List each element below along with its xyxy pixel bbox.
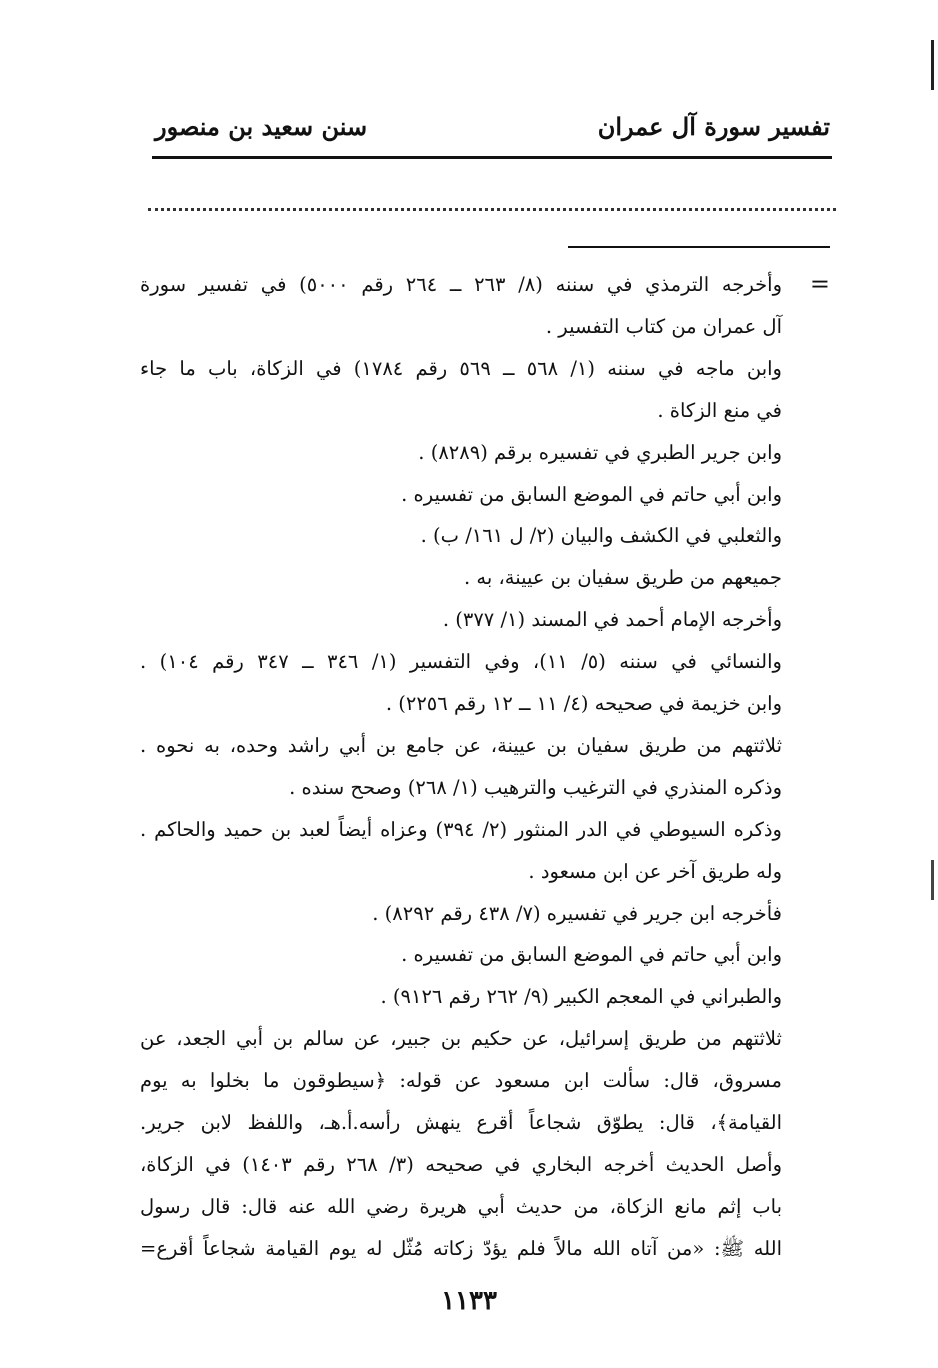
footnote-line: جميعهم من طريق سفيان بن عيينة، به . bbox=[464, 566, 782, 590]
footnote-line: آل عمران من كتاب التفسير . bbox=[545, 314, 782, 338]
footnote-line: والنسائي في سننه (٥/ ١١)، وفي التفسير (١/ ٣٤٦ ــ ٣٤٧ رقم ١٠٤) . bbox=[140, 650, 782, 674]
footnote-line: القيامة﴾، قال: يطوّق شجاعاً أقرع ينهش رأسه.أ.هـ، واللفظ لابن جرير. bbox=[140, 1111, 782, 1134]
footnote-line: وله طريق آخر عن ابن مسعود . bbox=[528, 859, 782, 883]
footnote-line: وابن أبي حاتم في الموضع السابق من تفسيره . bbox=[401, 943, 782, 967]
footnote-line: وابن خزيمة في صحيحه (٤/ ١١ ــ ١٢ رقم ٢٢٥٦) . bbox=[385, 692, 782, 715]
footnote-rule bbox=[568, 246, 830, 248]
footnote-line: وأخرجه الإمام أحمد في المسند (١/ ٣٧٧) . bbox=[442, 608, 782, 632]
header-rule bbox=[152, 156, 832, 159]
footnote-line: وابن أبي حاتم في الموضع السابق من تفسيره . bbox=[401, 482, 782, 506]
footnote-line: وابن ماجه في سننه (١/ ٥٦٨ ــ ٥٦٩ رقم ١٧٨٤) في الزكاة، باب ما جاء bbox=[140, 356, 782, 380]
continuation-mark: = bbox=[809, 270, 830, 298]
footnote-line: في منع الزكاة . bbox=[657, 398, 782, 422]
scan-edge-mark bbox=[931, 860, 934, 900]
footnote-line: والثعلبي في الكشف والبيان (٢/ ل ١٦١/ ب) . bbox=[420, 524, 782, 548]
footnote-line: وأخرجه الترمذي في سننه (٨/ ٢٦٣ ــ ٢٦٤ رقم ٥٠٠٠) في تفسير سورة bbox=[140, 273, 782, 296]
running-header-book: سنن سعيد بن منصور bbox=[155, 112, 368, 141]
footnote-line: وابن جرير الطبري في تفسيره برقم (٨٢٨٩) . bbox=[418, 440, 782, 464]
footnote-line: الله ﷺ: «من آتاه الله مالاً فلم يؤدّ زكاته مُثّل له يوم القيامة شجاعاً أقرع= bbox=[140, 1236, 782, 1260]
footnote-line: والطبراني في المعجم الكبير (٩/ ٢٦٢ رقم ٩١٢٦) . bbox=[380, 985, 782, 1009]
footnote-line: ثلاثتهم من طريق إسرائيل، عن حكيم بن جبير، عن سالم بن أبي الجعد، عن bbox=[140, 1027, 782, 1051]
page-number: ١١٣٣ bbox=[441, 1286, 497, 1316]
footnote-line: ثلاثتهم من طريق سفيان بن عيينة، عن جامع بن أبي راشد وحده، به نحوه . bbox=[140, 733, 782, 757]
footnote-line: فأخرجه ابن جرير في تفسيره (٧/ ٤٣٨ رقم ٨٢٩٢) . bbox=[372, 901, 782, 925]
footnote-line: مسروق، قال: سألت ابن مسعود عن قوله: ﴿سيطوقون ما بخلوا به يوم bbox=[140, 1069, 782, 1093]
footnote-line: وأصل الحديث أخرجه البخاري في صحيحه (٣/ ٢٦٨ رقم ١٤٠٣) في الزكاة، bbox=[140, 1152, 782, 1176]
scan-edge-mark bbox=[931, 40, 934, 90]
footnote-line: وذكره السيوطي في الدر المنثور (٢/ ٣٩٤) وعزاه أيضاً لعبد بن حميد والحاكم . bbox=[140, 817, 782, 841]
dotted-separator bbox=[148, 208, 836, 211]
running-header-chapter: تفسير سورة آل عمران bbox=[597, 112, 830, 141]
footnote-line: وذكره المنذري في الترغيب والترهيب (١/ ٢٦٨) وصحح سنده . bbox=[289, 775, 782, 799]
footnote-line: باب إثم مانع الزكاة، من حديث أبي هريرة رضي الله عنه قال: قال رسول bbox=[140, 1194, 782, 1218]
